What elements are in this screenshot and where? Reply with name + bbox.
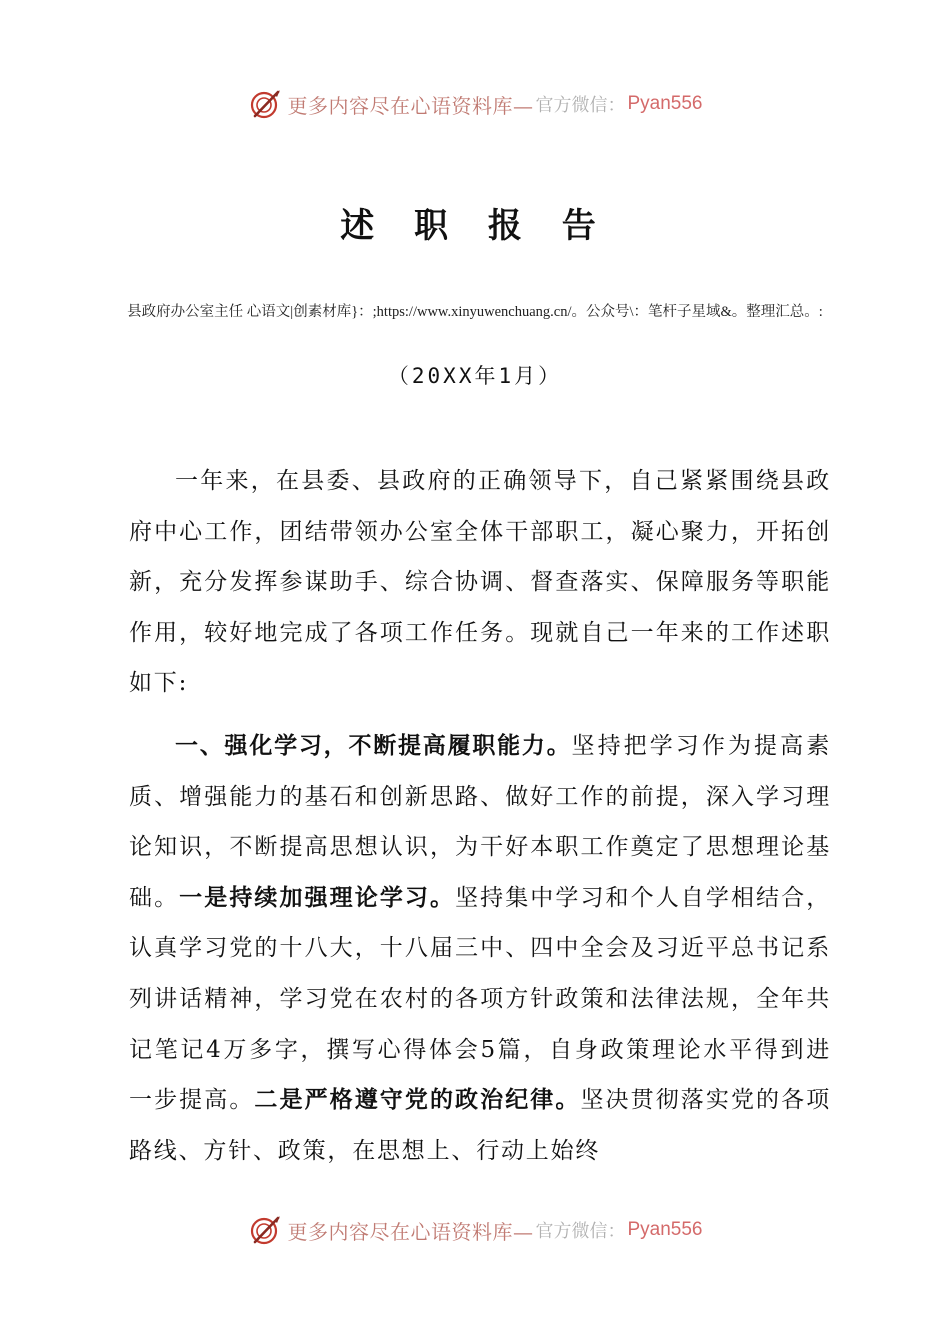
paragraph-intro: 一年来，在县委、县政府的正确领导下，自己紧紧围绕县政府中心工作，团结带领办公室全体干部职工，凝心聚力，开拓创新，充分发挥参谋助手、综合协调、督查落实、保障服务等职能作用，较好地完成了各项工作任务。现就自己一年来的工作述职如下: [129,468,831,697]
section-text: 坚持把学习作为提高素质、增强能力的基石和创新思路、做好工作的前提，深入学习理论知识，不断提高思想认识，为干好本职工作奠定了思想理论基础。 [129,732,832,911]
pen-logo-icon [247,1212,283,1248]
document-subtitle: 县政府办公室主任 心语文|创素材库}：;https://www.xinyuwenchuang.cn/。公众号\：笔杆子星域&。整理汇总。: [127,304,823,320]
point-heading: 二是严格遵守党的政治纪律。 [254,1086,581,1114]
banner-wechat-label: 官方微信： [535,95,626,116]
banner-wechat-id: Pyan556 [627,93,703,114]
pen-logo-icon [247,86,283,122]
banner-wechat-label: 官方微信： [535,1221,626,1242]
point-heading: 一是持续加强理论学习。 [179,883,456,911]
document-date: （20XX年1月） [387,364,563,388]
banner-wechat-id: Pyan556 [627,1219,703,1240]
banner-text: 更多内容尽在心语资料库— [287,1219,534,1244]
header-watermark-banner [0,84,950,124]
point-text: 坚持集中学习和个人自学相结合，认真学习党的十八大，十八届三中、四中全会及习近平总书记系列讲话精神，学习党在农村的各项方针政策和法律法规，全年共记笔记4万多字，撰写心得体会5篇，自身政策理论水平得到进一步提高。 [129,884,831,1114]
footer-watermark-banner [0,1210,950,1250]
document-body [129,456,831,1188]
paragraph-section-1 [129,721,831,1176]
document-title: 述 职 报 告 [340,206,610,246]
banner-text: 更多内容尽在心语资料库— [287,93,534,118]
point-text: 坚决贯彻落实党的各项路线、方针、政策，在思想上、行动上始终 [129,1087,831,1164]
section-heading: 一、强化学习，不断提高履职能力。 [175,732,572,759]
